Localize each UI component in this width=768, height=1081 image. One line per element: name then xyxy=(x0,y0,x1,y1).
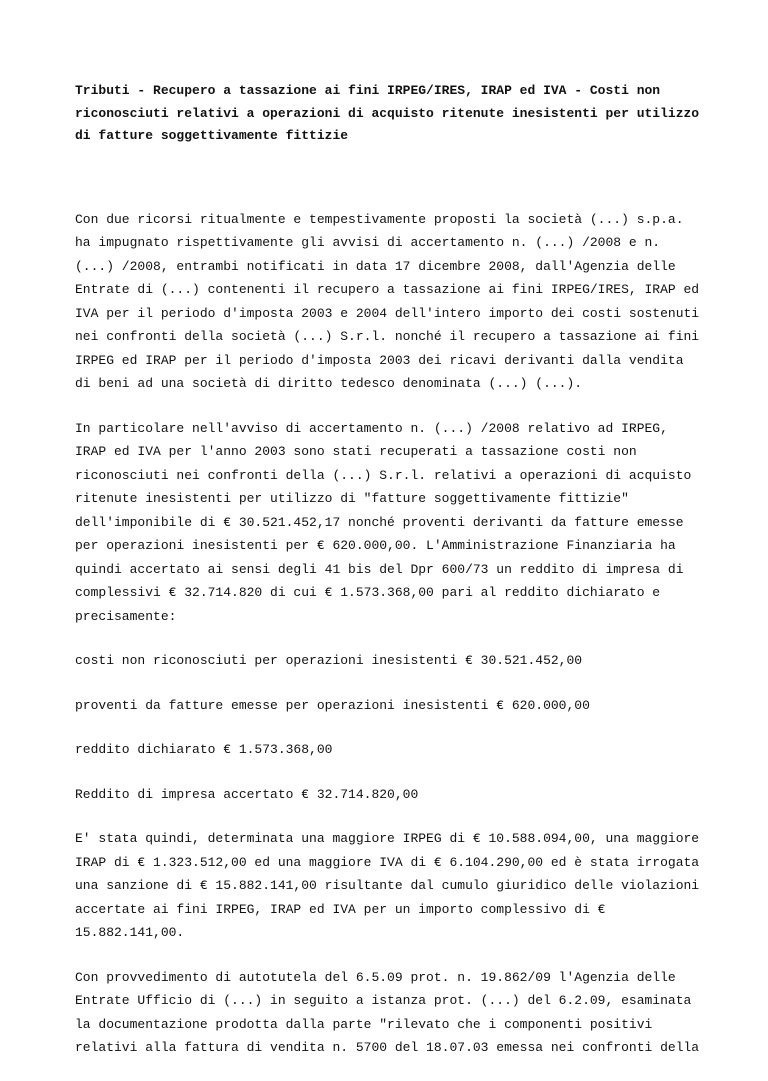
paragraph-maggiori-imposte: E' stata quindi, determinata una maggiore IRPEG di € 10.588.094,00, una maggiore IRAP di € 1.323.512,00 ed una maggiore IVA di € 6.104.290,00 ed è stata irrogata una sanzione di € 15.882.141,00 risultante dal cumulo giuridico delle violazioni accertate ai fini IRPEG, IRAP ed IVA per un importo complessivo di € 15.882.141,00. xyxy=(75,831,700,940)
item-proventi-fatture: proventi da fatture emesse per operazioni inesistenti € 620.000,00 xyxy=(75,697,590,713)
item-costi-non-riconosciuti: costi non riconosciuti per operazioni inesistenti € 30.521.452,00 xyxy=(75,653,583,668)
paragraph-avviso-accertamento: In particolare nell'avviso di accertamento n. (...) /2008 relativo ad IRPEG, IRAP ed IVA per l'anno 2003 sono stati recuperati a tassazione costi non riconosciuti nei confronti della (...) S.r.l. relativi a operazioni di acquisto ritenute inesistenti per utilizzo di "fatture soggettivamente fittizie" dell'imponibile di € 30.521.452,17 nonché proventi derivanti da fatture emesse per operazioni inesistenti per € 620.000,00. L'Amministrazione Finanziaria ha quindi accertato ai sensi degli 41 bis del Dpr 600/73 un reddito di impresa di complessivi € 32.714.820 di cui € 1.573.368,00 pari al reddito dichiarato e precisamente: xyxy=(75,420,692,624)
document-title: Tributi - Recupero a tassazione ai fini IRPEG/IRES, IRAP ed IVA - Costi non riconosciuti relativi a operazioni di acquisto ritenute inesistenti per utilizzo di fatture soggettivamente fittizie xyxy=(75,83,700,143)
paragraph-autotutela: Con provvedimento di autotutela del 6.5.09 prot. n. 19.862/09 l'Agenzia delle Entrate Ufficio di (...) in seguito a istanza prot. (...) del 6.2.09, esaminata la documentazione prodotta dalla parte "rilevato che i componenti positivi relativi alla fattura di vendita n. 5700 del 18.07.03 emessa nei confronti della xyxy=(75,969,700,1055)
document-page xyxy=(75,80,705,1081)
paragraph-ricorsi: Con due ricorsi ritualmente e tempestivamente proposti la società (...) s.p.a. ha impugnato rispettivamente gli avvisi di accertamento n. (...) /2008 e n. (...) /2008, entrambi notificati in data 17 dicembre 2008, dall'Agenzia delle Entrate di (...) contenenti il recupero a tassazione ai fini IRPEG/IRES, IRAP ed IVA per il periodo d'imposta 2003 e 2004 dell'intero importo dei costi sostenuti nei confronti della società (...) S.r.l. nonché il recupero a tassazione ai fini IRPEG ed IRAP per il periodo d'imposta 2003 dei ricavi derivanti dalla vendita di beni ad una società di diritto tedesco denominata (...) (...). xyxy=(75,211,700,391)
item-reddito-dichiarato: reddito dichiarato € 1.573.368,00 xyxy=(75,742,333,757)
item-reddito-accertato: Reddito di impresa accertato € 32.714.820,00 xyxy=(75,786,419,802)
